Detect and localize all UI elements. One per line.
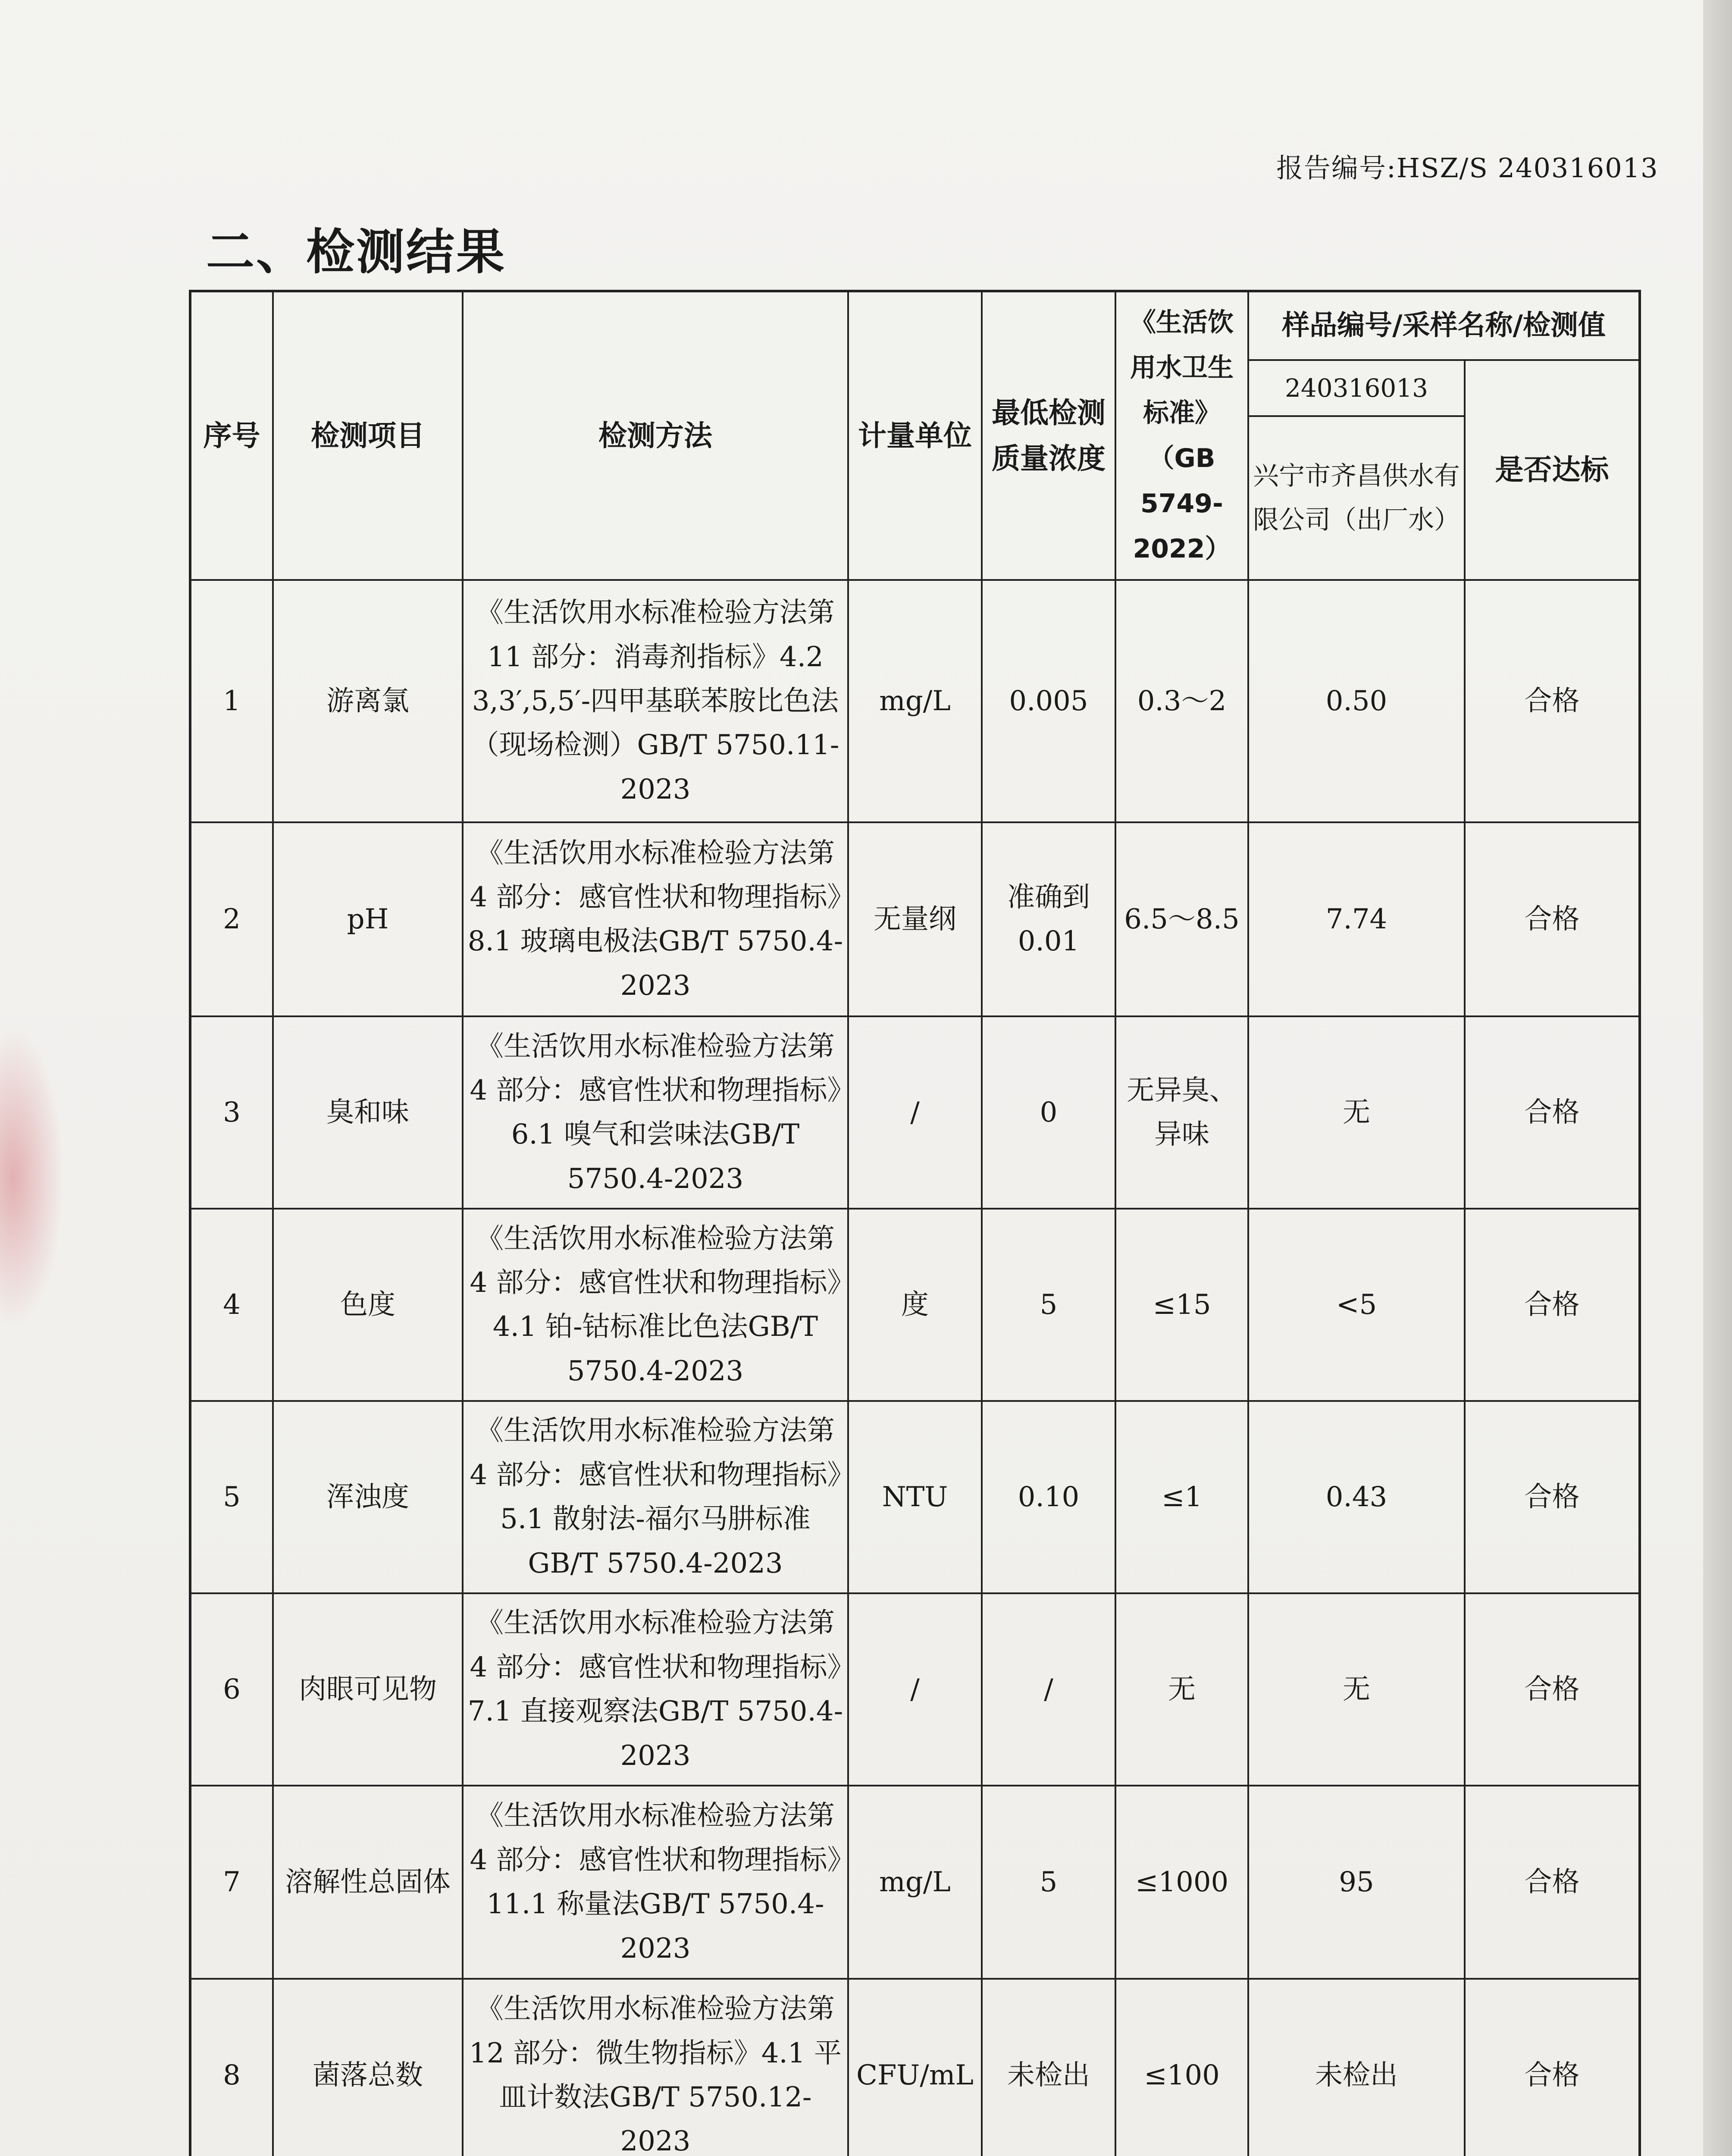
cell-item: 臭和味 — [273, 1016, 463, 1209]
cell-unit: 无量纲 — [848, 822, 982, 1016]
cell-pass: 合格 — [1465, 1979, 1640, 2156]
cell-min-conc: 0.10 — [982, 1401, 1115, 1593]
cell-seq: 1 — [190, 580, 273, 822]
cell-pass: 合格 — [1465, 1209, 1640, 1401]
header-sample-id: 240316013 — [1248, 360, 1465, 416]
cell-standard: ≤15 — [1115, 1209, 1248, 1401]
cell-standard: ≤1 — [1115, 1401, 1248, 1593]
cell-unit: mg/L — [848, 580, 982, 822]
report-number: 报告编号:HSZ/S 240316013 — [1276, 152, 1659, 184]
header-unit: 计量单位 — [848, 291, 982, 580]
cell-unit: 度 — [848, 1209, 982, 1401]
red-seal-mark — [0, 1026, 65, 1328]
cell-method: 《生活饮用水标准检验方法第 4 部分：感官性状和物理指标》8.1 玻璃电极法GB/T 5750.4-2023 — [463, 822, 848, 1016]
section-title: 二、检测结果 — [206, 224, 506, 280]
cell-standard: 6.5～8.5 — [1115, 822, 1248, 1016]
cell-item: 溶解性总固体 — [273, 1786, 463, 1979]
cell-value: 7.74 — [1248, 822, 1465, 1016]
table-row — [190, 1401, 1640, 1593]
cell-unit: / — [848, 1016, 982, 1209]
cell-item: 游离氯 — [273, 580, 463, 822]
table-row — [190, 822, 1640, 1016]
cell-seq: 4 — [190, 1209, 273, 1401]
table-row — [190, 1016, 1640, 1209]
cell-method: 《生活饮用水标准检验方法第 4 部分：感官性状和物理指标》4.1 铂-钴标准比色法GB/T 5750.4-2023 — [463, 1209, 848, 1401]
cell-standard: 无异臭、异味 — [1115, 1016, 1248, 1209]
page-edge — [1703, 0, 1732, 2156]
header-standard: 《生活饮用水卫生标准》（GB 5749-2022） — [1115, 291, 1248, 580]
cell-min-conc: 准确到0.01 — [982, 822, 1115, 1016]
cell-min-conc: 0 — [982, 1016, 1115, 1209]
header-item: 检测项目 — [273, 291, 463, 580]
cell-seq: 5 — [190, 1401, 273, 1593]
cell-seq: 8 — [190, 1979, 273, 2156]
cell-min-conc: 5 — [982, 1209, 1115, 1401]
cell-unit: mg/L — [848, 1786, 982, 1979]
cell-seq: 6 — [190, 1593, 273, 1786]
header-method: 检测方法 — [463, 291, 848, 580]
cell-value: 未检出 — [1248, 1979, 1465, 2156]
table-row — [190, 1979, 1640, 2156]
cell-unit: NTU — [848, 1401, 982, 1593]
cell-item: pH — [273, 822, 463, 1016]
cell-item: 肉眼可见物 — [273, 1593, 463, 1786]
results-table — [189, 290, 1641, 2156]
cell-pass: 合格 — [1465, 1593, 1640, 1786]
cell-pass: 合格 — [1465, 1016, 1640, 1209]
cell-standard: 无 — [1115, 1593, 1248, 1786]
cell-seq: 2 — [190, 822, 273, 1016]
cell-item: 色度 — [273, 1209, 463, 1401]
cell-seq: 7 — [190, 1786, 273, 1979]
cell-method: 《生活饮用水标准检验方法第 11 部分：消毒剂指标》4.2 3,3′,5,5′-四甲基联苯胺比色法（现场检测）GB/T 5750.11-2023 — [463, 580, 848, 822]
cell-method: 《生活饮用水标准检验方法第 4 部分：感官性状和物理指标》11.1 称量法GB/T 5750.4-2023 — [463, 1786, 848, 1979]
cell-value: 0.43 — [1248, 1401, 1465, 1593]
cell-method: 《生活饮用水标准检验方法第 12 部分：微生物指标》4.1 平皿计数法GB/T 5750.12-2023 — [463, 1979, 848, 2156]
cell-min-conc: / — [982, 1593, 1115, 1786]
cell-value: 无 — [1248, 1593, 1465, 1786]
table-row — [190, 1593, 1640, 1786]
header-seq: 序号 — [190, 291, 273, 580]
header-min-conc: 最低检测质量浓度 — [982, 291, 1115, 580]
cell-method: 《生活饮用水标准检验方法第 4 部分：感官性状和物理指标》6.1 嗅气和尝味法GB/T 5750.4-2023 — [463, 1016, 848, 1209]
table-row — [190, 580, 1640, 822]
cell-value: 95 — [1248, 1786, 1465, 1979]
cell-pass: 合格 — [1465, 1401, 1640, 1593]
cell-pass: 合格 — [1465, 580, 1640, 822]
cell-min-conc: 5 — [982, 1786, 1115, 1979]
cell-value: 0.50 — [1248, 580, 1465, 822]
cell-seq: 3 — [190, 1016, 273, 1209]
header-pass: 是否达标 — [1465, 360, 1640, 580]
cell-unit: / — [848, 1593, 982, 1786]
header-sample-name: 兴宁市齐昌供水有限公司（出厂水） — [1248, 416, 1465, 580]
cell-value: <5 — [1248, 1209, 1465, 1401]
cell-standard: ≤1000 — [1115, 1786, 1248, 1979]
cell-standard: 0.3～2 — [1115, 580, 1248, 822]
cell-min-conc: 0.005 — [982, 580, 1115, 822]
cell-method: 《生活饮用水标准检验方法第 4 部分：感官性状和物理指标》5.1 散射法-福尔马肼标准 GB/T 5750.4-2023 — [463, 1401, 848, 1593]
table-row — [190, 1786, 1640, 1979]
cell-min-conc: 未检出 — [982, 1979, 1115, 2156]
cell-item: 菌落总数 — [273, 1979, 463, 2156]
header-sample-group: 样品编号/采样名称/检测值 — [1248, 291, 1640, 360]
cell-method: 《生活饮用水标准检验方法第 4 部分：感官性状和物理指标》7.1 直接观察法GB/T 5750.4-2023 — [463, 1593, 848, 1786]
cell-unit: CFU/mL — [848, 1979, 982, 2156]
table-row — [190, 1209, 1640, 1401]
cell-pass: 合格 — [1465, 1786, 1640, 1979]
cell-pass: 合格 — [1465, 822, 1640, 1016]
cell-standard: ≤100 — [1115, 1979, 1248, 2156]
cell-value: 无 — [1248, 1016, 1465, 1209]
cell-item: 浑浊度 — [273, 1401, 463, 1593]
